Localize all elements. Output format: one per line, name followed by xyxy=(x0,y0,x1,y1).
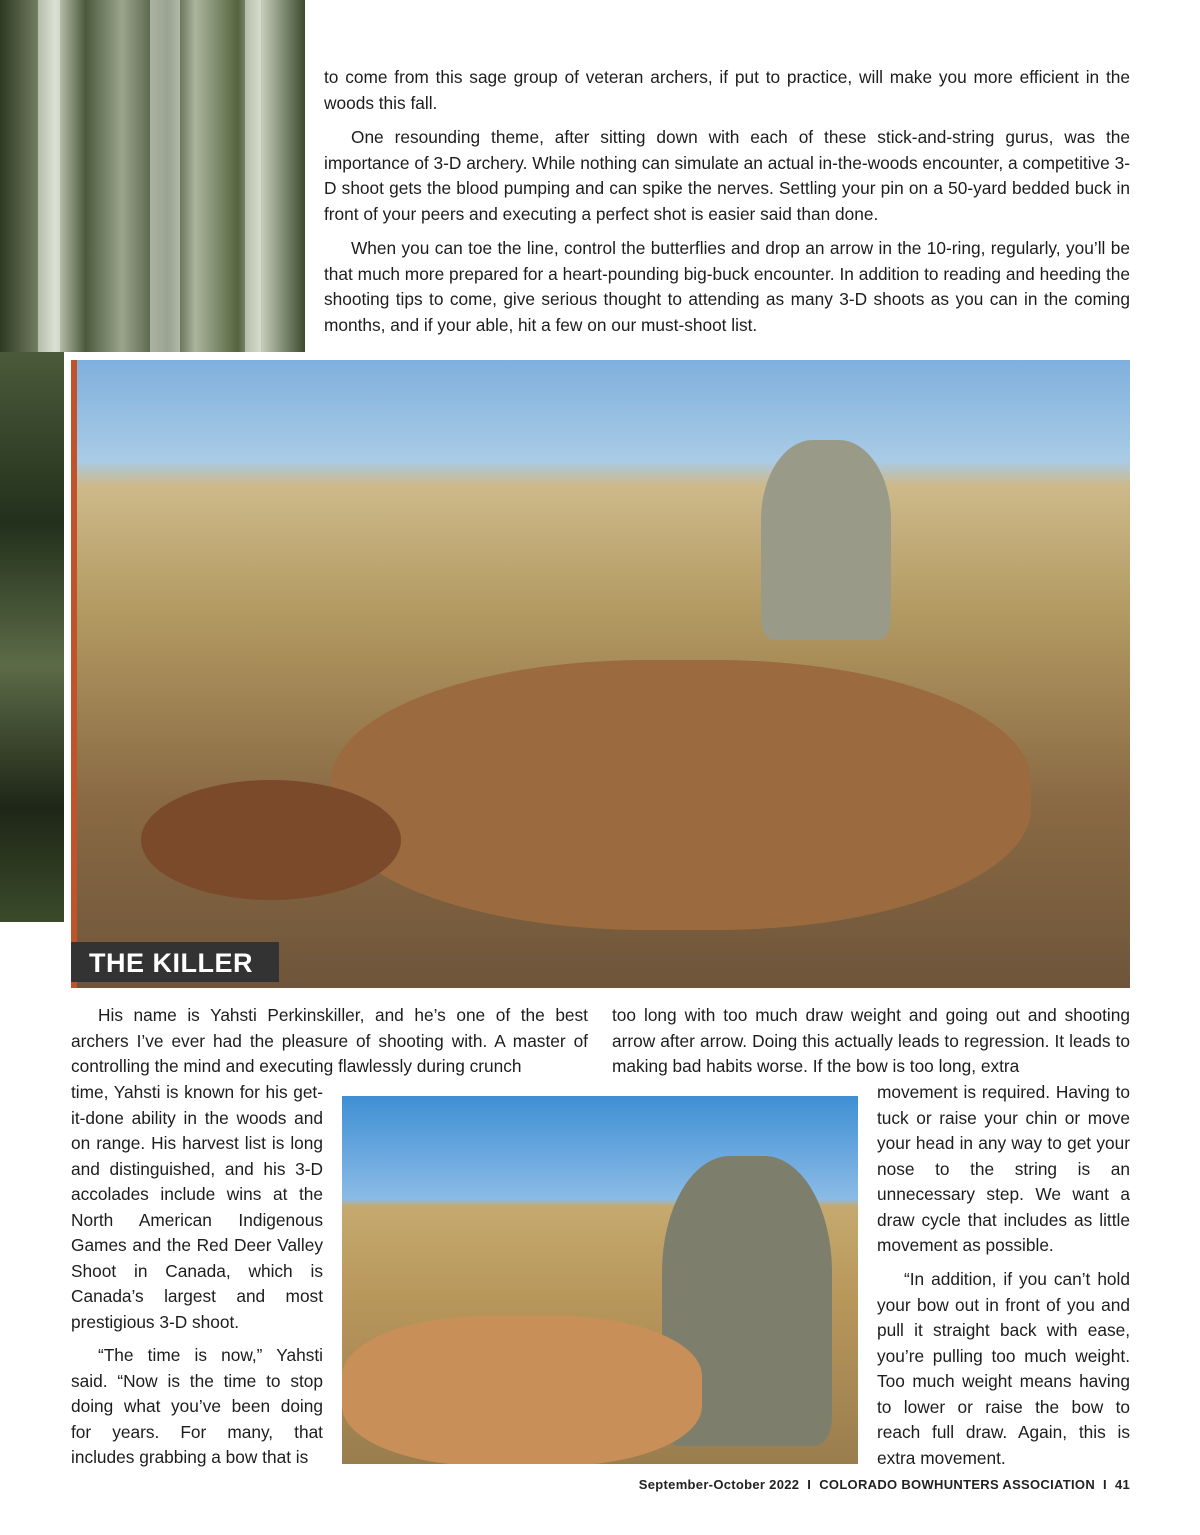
article-paragraph-1: to come from this sage group of veteran archers, if put to practice, will make you more efficient in the woods this fall. xyxy=(324,67,1130,113)
hunter-figure xyxy=(761,440,891,640)
column1-paragraph-2: “The time is now,” Yahsti said. “Now is the time to stop doing what you’ve been doing for years. For many, that includes grabbing a bow that is xyxy=(71,1345,323,1467)
column2-wrap-text: movement is required. Having to tuck or raise your chin or move your head in any way to get your nose to the string is an unnecessary step. We want a draw cycle that includes as little movement as possible. xyxy=(877,1082,1130,1255)
elk-hunt-photo xyxy=(71,360,1130,988)
photo-accent-bar xyxy=(71,360,77,988)
footer-separator: I xyxy=(807,1477,812,1492)
column1-intro: His name is Yahsti Perkinskiller, and he’s one of the best archers I’ve ever had the pleasure of shooting with. A master of controlling the mind and executing flawlessly during crunch xyxy=(71,1005,588,1076)
issue-date: September-October 2022 xyxy=(638,1477,800,1492)
article-paragraph-3: When you can toe the line, control the butterflies and drop an arrow in the 10-ring, regularly, you’ll be that much more prepared for a heart-pounding big-buck encounter. In addition to reading and heeding the shooting tips to come, give serious thought to attending as many 3-D shoots as you can in the coming months, and if your able, hit a few on our must-shoot list. xyxy=(324,238,1130,335)
pronghorn-body xyxy=(342,1316,702,1464)
elk-body xyxy=(331,660,1031,930)
photo-caption-tag: THE KILLER xyxy=(71,942,279,982)
publication-name: COLORADO BOWHUNTERS ASSOCIATION xyxy=(819,1477,1096,1492)
page-footer xyxy=(0,1477,1130,1492)
pronghorn-hunt-photo xyxy=(342,1096,858,1464)
page-number: 41 xyxy=(1114,1477,1130,1492)
background-bow-photo xyxy=(0,352,64,922)
elk-head xyxy=(141,780,401,900)
footer-separator: I xyxy=(1103,1477,1107,1492)
column2-paragraph-2: “In addition, if you can’t hold your bow out in front of you and pull it straight back with ease, you’re pulling too much weight. Too much weight means having to lower or raise the bow to reach full draw. Again, this is extra movement. xyxy=(877,1269,1130,1468)
column2-intro: too long with too much draw weight and going out and shooting arrow after arrow. Doing this actually leads to regression. It leads to making bad habits worse. If the bow is too long, extra xyxy=(612,1005,1130,1076)
article-paragraph-2: One resounding theme, after sitting down with each of these stick-and-string gurus, was the importance of 3-D archery. While nothing can simulate an actual in-the-woods encounter, a competitive 3-D shoot gets the blood pumping and can spike the nerves. Settling your pin on a 50-yard bedded buck in front of your peers and executing a perfect shot is easier said than done. xyxy=(324,127,1130,224)
column1-wrap-text: time, Yahsti is known for his get-it-done ability in the woods and on range. His harvest list is long and distinguished, and his 3-D accolades include wins at the North American Indigenous Games and the Red Deer Valley Shoot in Canada, which is Canada’s largest and most prestigious 3-D shoot. xyxy=(71,1082,323,1332)
background-forest-photo xyxy=(0,0,305,352)
